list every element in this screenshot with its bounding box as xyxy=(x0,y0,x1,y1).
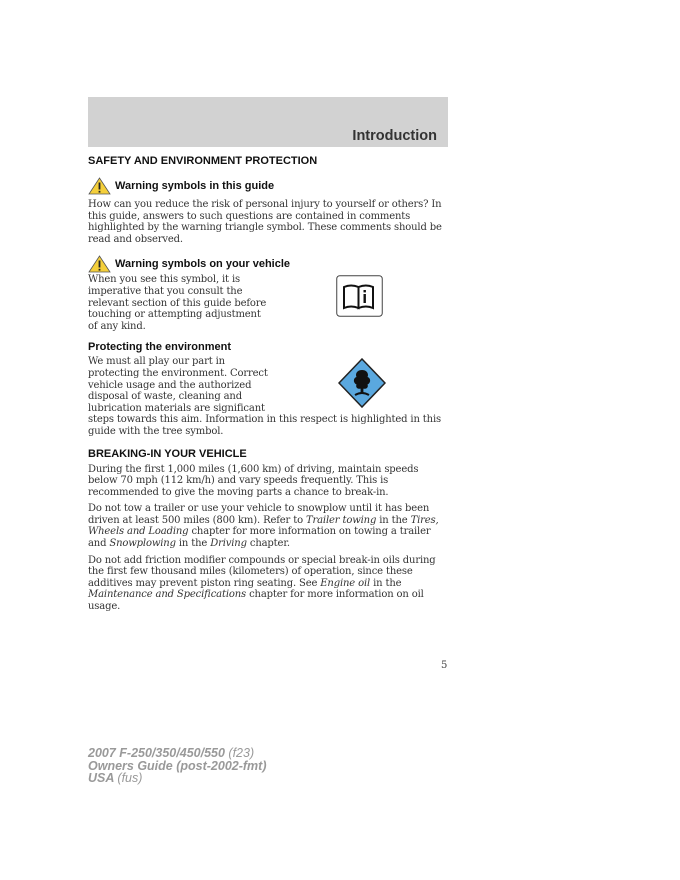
warning-triangle-icon xyxy=(88,177,111,195)
warning-triangle-icon xyxy=(88,255,111,273)
main-content xyxy=(88,155,450,613)
consult-manual-icon xyxy=(336,275,383,317)
warning-heading-row-2 xyxy=(88,255,450,273)
footer-line-2: Owners Guide (post-2002-fmt) xyxy=(88,758,267,773)
environment-tree-icon xyxy=(338,358,386,408)
page-number: 5 xyxy=(441,660,448,671)
breaking-in-paragraph-1: During the first 1,000 miles (1,600 km) of driving, maintain speeds below 70 mph (112 km/h) and vary speeds frequently. This is recommended to give the moving parts a chance to break-in. xyxy=(88,463,419,498)
warning-symbols-vehicle-text: When you see this symbol, it is imperative that you consult the relevant section of this guide before touching or attempting adjustment of any kind. xyxy=(88,274,267,332)
breaking-in-paragraph-2: Do not tow a trailer or use your vehicle to snowplow until it has been driven at least 500 miles (800 km). Refer to Trailer towing in the Tires, Wheels and Loading chapter for more information on towing a trailer and Snowplowing in the Driving chapter. xyxy=(88,503,439,550)
footer-line-3: USA (fus) xyxy=(88,771,143,785)
warning-symbols-guide-text: How can you reduce the risk of personal injury to yourself or others? In this guide, answers to such questions are contained in comments highlighted by the warning triangle symbol. These comments should be read and observed. xyxy=(88,199,442,245)
environment-heading: Protecting the environment xyxy=(88,341,232,354)
header-bar xyxy=(88,97,448,147)
environment-text-part2: steps towards this aim. Information in this respect is highlighted in this guide with the tree symbol. xyxy=(88,414,441,437)
page-title: Introduction xyxy=(352,128,437,144)
footer-line-1: 2007 F-250/350/450/550 (f23) xyxy=(88,746,255,760)
warning-symbols-guide-heading: Warning symbols in this guide xyxy=(115,180,275,192)
warning-symbols-vehicle-heading: Warning symbols on your vehicle xyxy=(115,258,291,271)
section-heading-breaking-in: BREAKING-IN YOUR VEHICLE xyxy=(88,447,247,460)
breaking-in-paragraph-3: Do not add friction modifier compounds or special break-in oils during the first few thousand miles (kilometers) of operation, since these additives may prevent piston ring seating. See Engine oil in the Maintenance and Specifications chapter for more information on oil usage. xyxy=(88,554,436,613)
warning-heading-row-1 xyxy=(88,177,450,195)
environment-text-part1: We must all play our part in protecting the environment. Correct vehicle usage and the authorized disposal of waste, cleaning and lubrication materials are significant xyxy=(88,356,268,414)
section-heading-safety: SAFETY AND ENVIRONMENT PROTECTION xyxy=(88,155,318,167)
footer xyxy=(88,747,267,785)
